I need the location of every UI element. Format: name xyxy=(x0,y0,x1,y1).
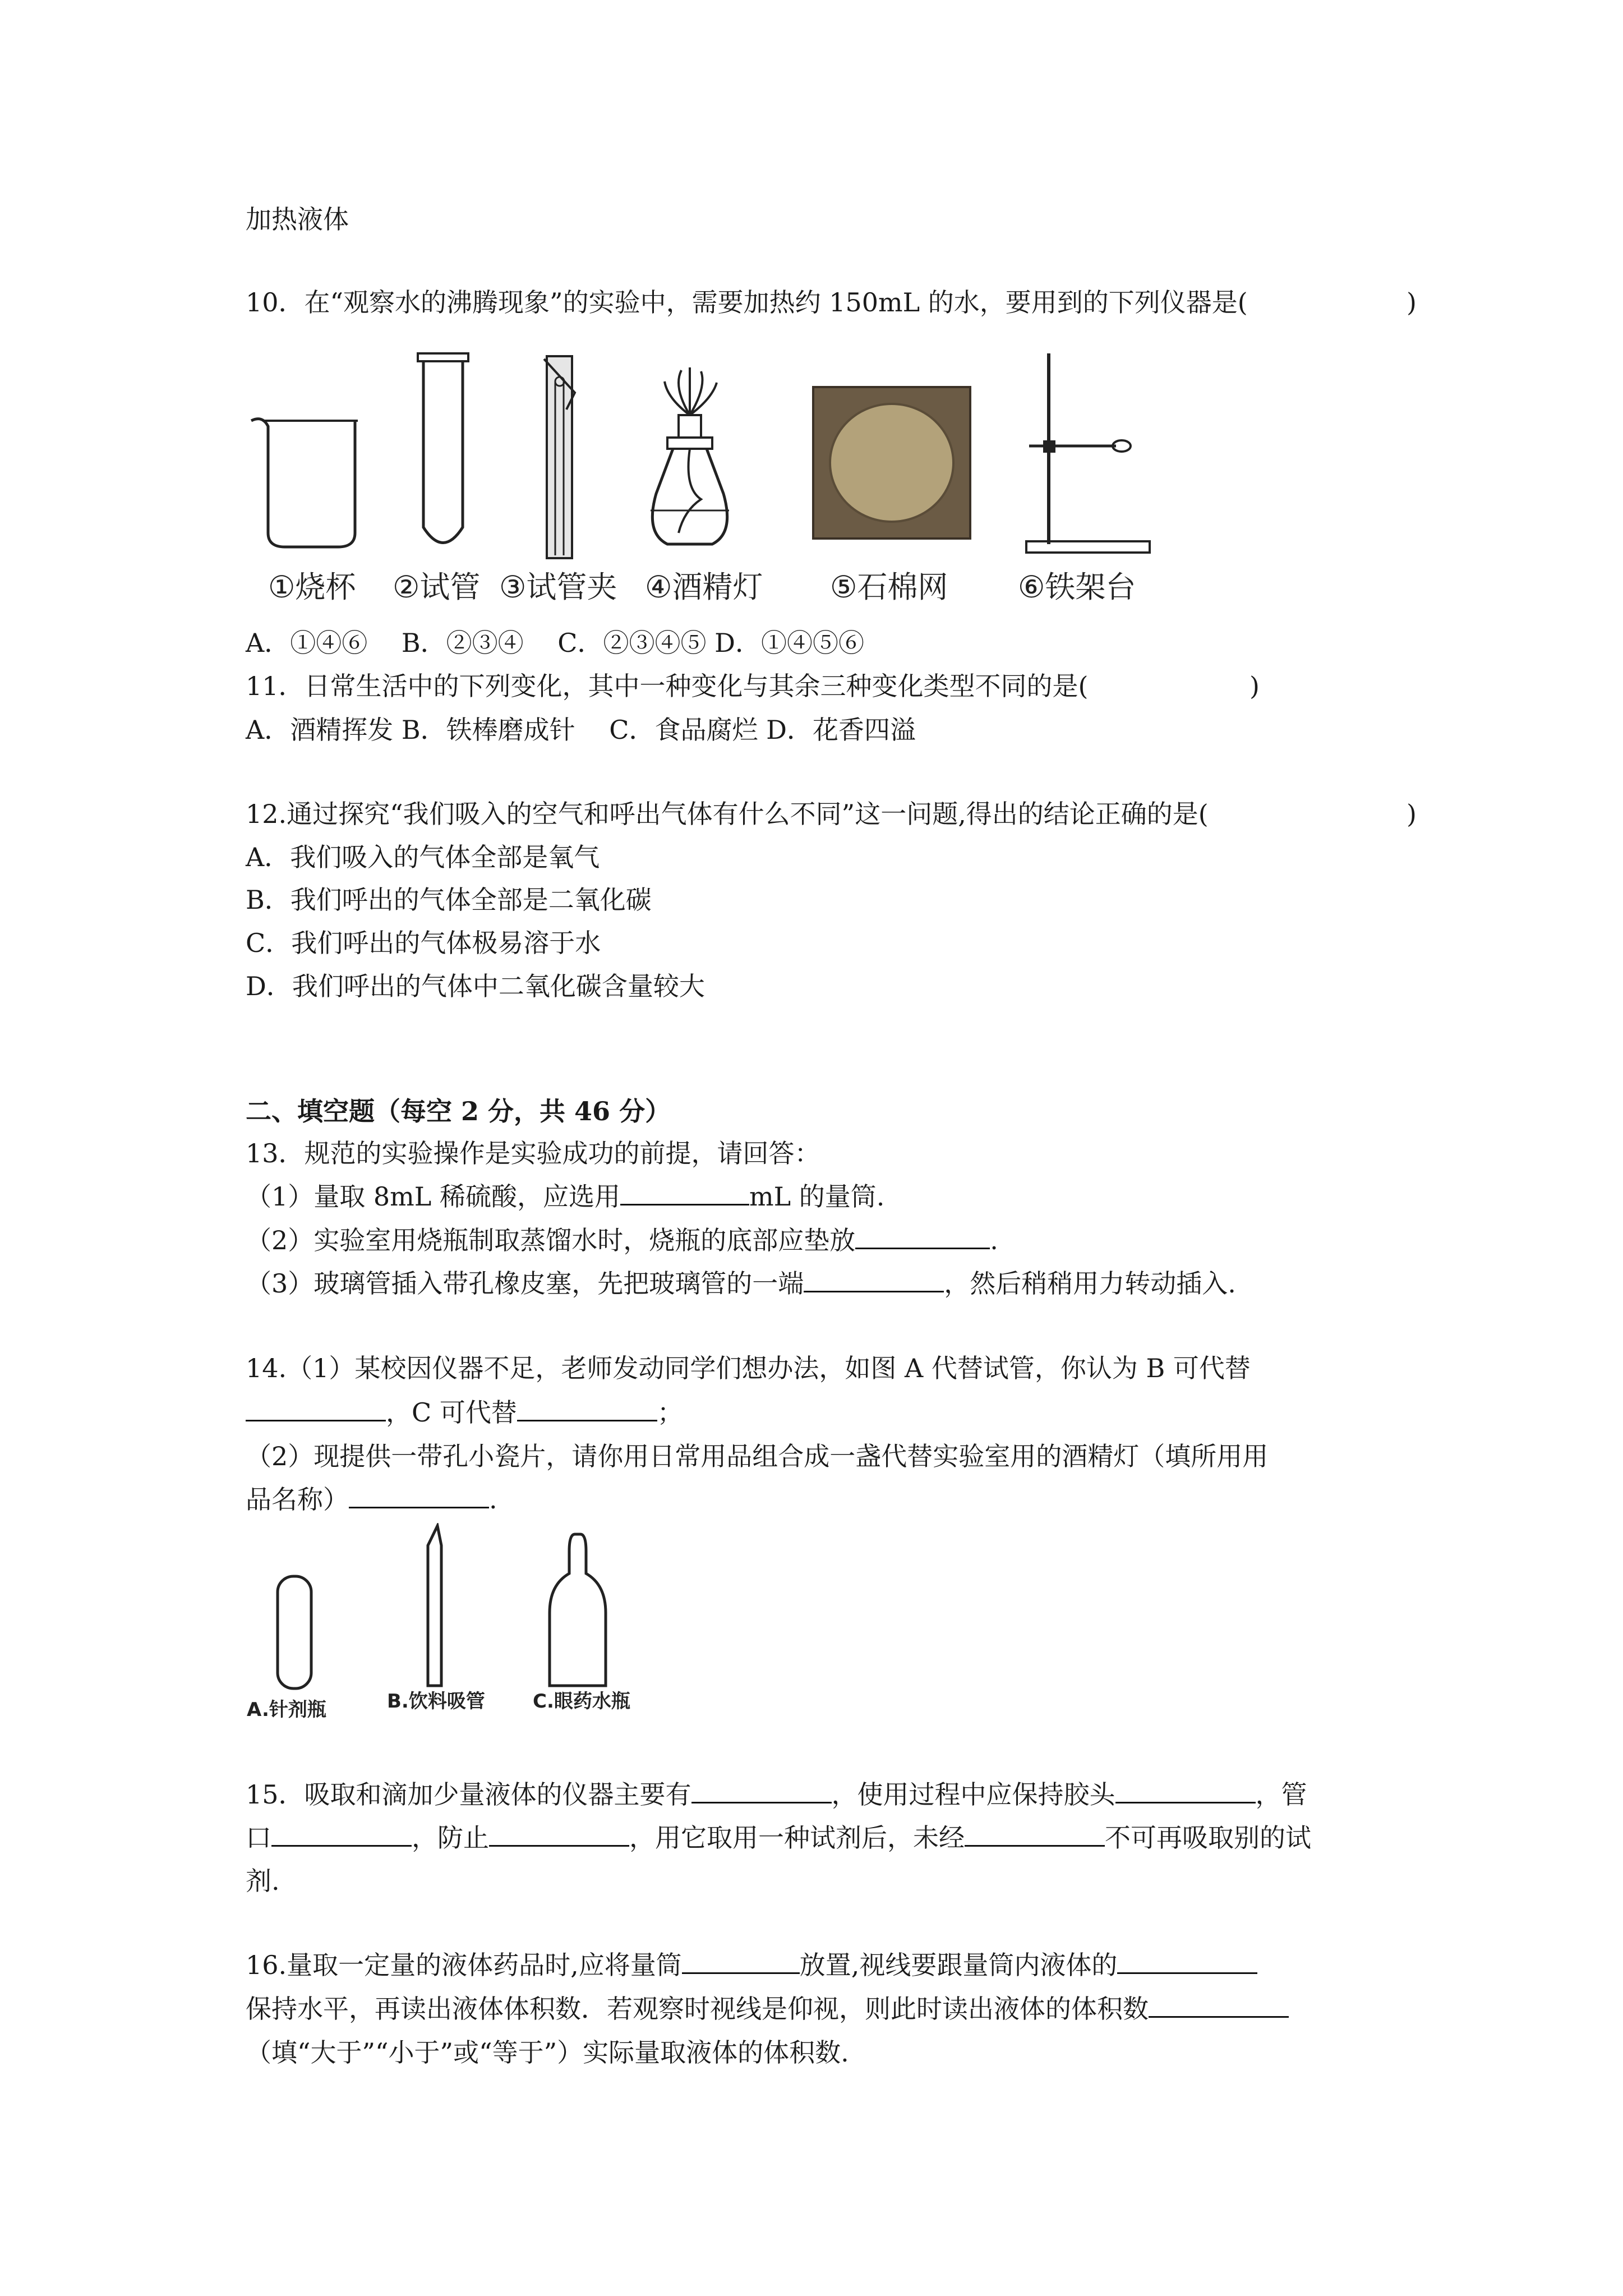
injection-vial-figure xyxy=(269,1571,320,1694)
instrument-label-test-tube-holder: ③试管夹 xyxy=(499,569,617,605)
q10-close-paren: ) xyxy=(1407,287,1417,318)
q15-line-2 xyxy=(246,1820,1311,1855)
test-tube-figure xyxy=(412,348,474,555)
q15-line-1-text-b: ，使用过程中应保持胶头 xyxy=(831,1779,1115,1810)
q11-stem: 11．日常生活中的下列变化，其中一种变化与其余三种变化类型不同的是( xyxy=(246,671,1089,701)
q14-blank-c[interactable] xyxy=(517,1395,657,1421)
instrument-label-beaker: ①烧杯 xyxy=(268,569,356,605)
q16-blank-1[interactable] xyxy=(682,1948,800,1974)
q13-part-3-text-b: ，然后稍稍用力转动插入. xyxy=(944,1268,1236,1299)
figure-caption-a: A.针剂瓶 xyxy=(247,1699,326,1721)
q14-line-2-text-b: ； xyxy=(657,1397,683,1428)
q10-options: A．①④⑥ B．②③④ C．②③④⑤ D．①④⑤⑥ xyxy=(246,628,864,658)
q16-line-2 xyxy=(246,1991,1289,2026)
figure-caption-b: B.饮料吸管 xyxy=(387,1690,485,1713)
q14-blank-b[interactable] xyxy=(246,1395,386,1421)
q15-blank-2[interactable] xyxy=(1115,1777,1256,1803)
iron-stand-figure xyxy=(1015,348,1155,561)
q15-line-3: 剂. xyxy=(246,1866,280,1896)
drinking-straw-figure xyxy=(418,1523,451,1691)
q13-part-1-text-b: mL 的量筒. xyxy=(749,1181,885,1212)
section-2-heading: 二、填空题（每空 2 分，共 46 分） xyxy=(246,1096,671,1126)
q15-line-1 xyxy=(246,1777,1307,1812)
instrument-label-iron-stand: ⑥铁架台 xyxy=(1018,569,1136,605)
q14-line-4-text-a: 品名称） xyxy=(246,1484,349,1515)
q15-line-2-text-b: ，防止 xyxy=(412,1823,489,1853)
test-tube-holder-figure xyxy=(533,348,583,561)
q14-line-2-text-a: ，C 可代替 xyxy=(386,1397,517,1428)
q12-option-b: B．我们呼出的气体全部是二氧化碳 xyxy=(246,885,652,915)
q16-line-3: （填“大于”“小于”或“等于”）实际量取液体的体积数. xyxy=(246,2037,849,2068)
q15-line-2-text-c: ，用它取用一种试剂后，未经 xyxy=(629,1823,965,1853)
q14-line-4-text-b: . xyxy=(489,1484,497,1515)
q12-option-a: A．我们吸入的气体全部是氧气 xyxy=(246,842,600,872)
q13-part-2 xyxy=(246,1223,998,1258)
q15-blank-5[interactable] xyxy=(965,1820,1105,1847)
q15-blank-4[interactable] xyxy=(489,1820,629,1847)
q11-options: A．酒精挥发 B．铁棒磨成针 C．食品腐烂 D．花香四溢 xyxy=(246,715,916,745)
q13-part-1-text-a: （1）量取 8mL 稀硫酸，应选用 xyxy=(246,1181,620,1212)
q15-blank-3[interactable] xyxy=(271,1820,412,1847)
q13-part-2-text-b: . xyxy=(990,1225,998,1255)
eye-drop-bottle-figure xyxy=(544,1529,611,1691)
q16-line-1 xyxy=(246,1948,1257,1982)
q10-stem: 10．在“观察水的沸腾现象”的实验中，需要加热约 150mL 的水，要用到的下列仪器是( xyxy=(246,287,1248,318)
alcohol-lamp-figure xyxy=(634,365,746,555)
q15-line-1-text-c: ，管 xyxy=(1255,1779,1307,1810)
q11-close-paren: ) xyxy=(1249,671,1260,701)
instrument-label-alcohol-lamp: ④酒精灯 xyxy=(645,569,763,605)
q13-part-1 xyxy=(246,1179,884,1214)
q12-option-c: C．我们呼出的气体极易溶于水 xyxy=(246,928,601,958)
q16-blank-2[interactable] xyxy=(1117,1948,1257,1974)
beaker-figure xyxy=(246,404,369,555)
q13-blank-2[interactable] xyxy=(855,1223,990,1249)
q16-blank-3[interactable] xyxy=(1149,1991,1289,2018)
q16-line-2-text: 保持水平，再读出液体体积数．若观察时视线是仰视，则此时读出液体的体积数 xyxy=(246,1994,1149,2024)
q14-line-3: （2）现提供一带孔小瓷片，请你用日常用品组合成一盏代替实验室用的酒精灯（填所用用 xyxy=(246,1441,1269,1471)
q15-blank-1[interactable] xyxy=(691,1777,832,1803)
q16-line-1-text-b: 放置,视线要跟量筒内液体的 xyxy=(799,1950,1118,1980)
q12-close-paren: ) xyxy=(1407,799,1417,829)
heading-top: 加热液体 xyxy=(246,204,349,234)
q16-line-1-text-a: 16.量取一定量的液体药品时,应将量筒 xyxy=(246,1950,682,1980)
q14-line-2 xyxy=(246,1395,683,1430)
q14-blank-lamp[interactable] xyxy=(349,1482,489,1508)
instrument-label-test-tube: ②试管 xyxy=(393,569,481,605)
q12-stem: 12.通过探究“我们吸入的空气和呼出气体有什么不同”这一问题,得出的结论正确的是( xyxy=(246,799,1209,829)
q13-part-3 xyxy=(246,1266,1236,1301)
q13-blank-3[interactable] xyxy=(804,1266,944,1292)
figure-caption-c: C.眼药水瓶 xyxy=(533,1690,630,1713)
q15-line-1-text-a: 15．吸取和滴加少量液体的仪器主要有 xyxy=(246,1779,691,1810)
q15-line-2-text-d: 不可再吸取别的试 xyxy=(1105,1823,1311,1853)
asbestos-gauze-figure xyxy=(808,381,976,544)
q13-part-3-text-a: （3）玻璃管插入带孔橡皮塞，先把玻璃管的一端 xyxy=(246,1268,804,1299)
instrument-label-asbestos-gauze: ⑤石棉网 xyxy=(830,569,948,605)
q14-line-1: 14.（1）某校因仪器不足，老师发动同学们想办法，如图 A 代替试管，你认为 B 可代替 xyxy=(246,1353,1251,1383)
q13-stem: 13．规范的实验操作是实验成功的前提，请回答： xyxy=(246,1138,820,1168)
q12-option-d: D．我们呼出的气体中二氧化碳含量较大 xyxy=(246,971,705,1001)
q13-blank-1[interactable] xyxy=(620,1179,749,1205)
q15-line-2-text-a: 口 xyxy=(246,1823,271,1853)
q14-line-4 xyxy=(246,1482,497,1517)
q13-part-2-text-a: （2）实验室用烧瓶制取蒸馏水时，烧瓶的底部应垫放 xyxy=(246,1225,856,1255)
